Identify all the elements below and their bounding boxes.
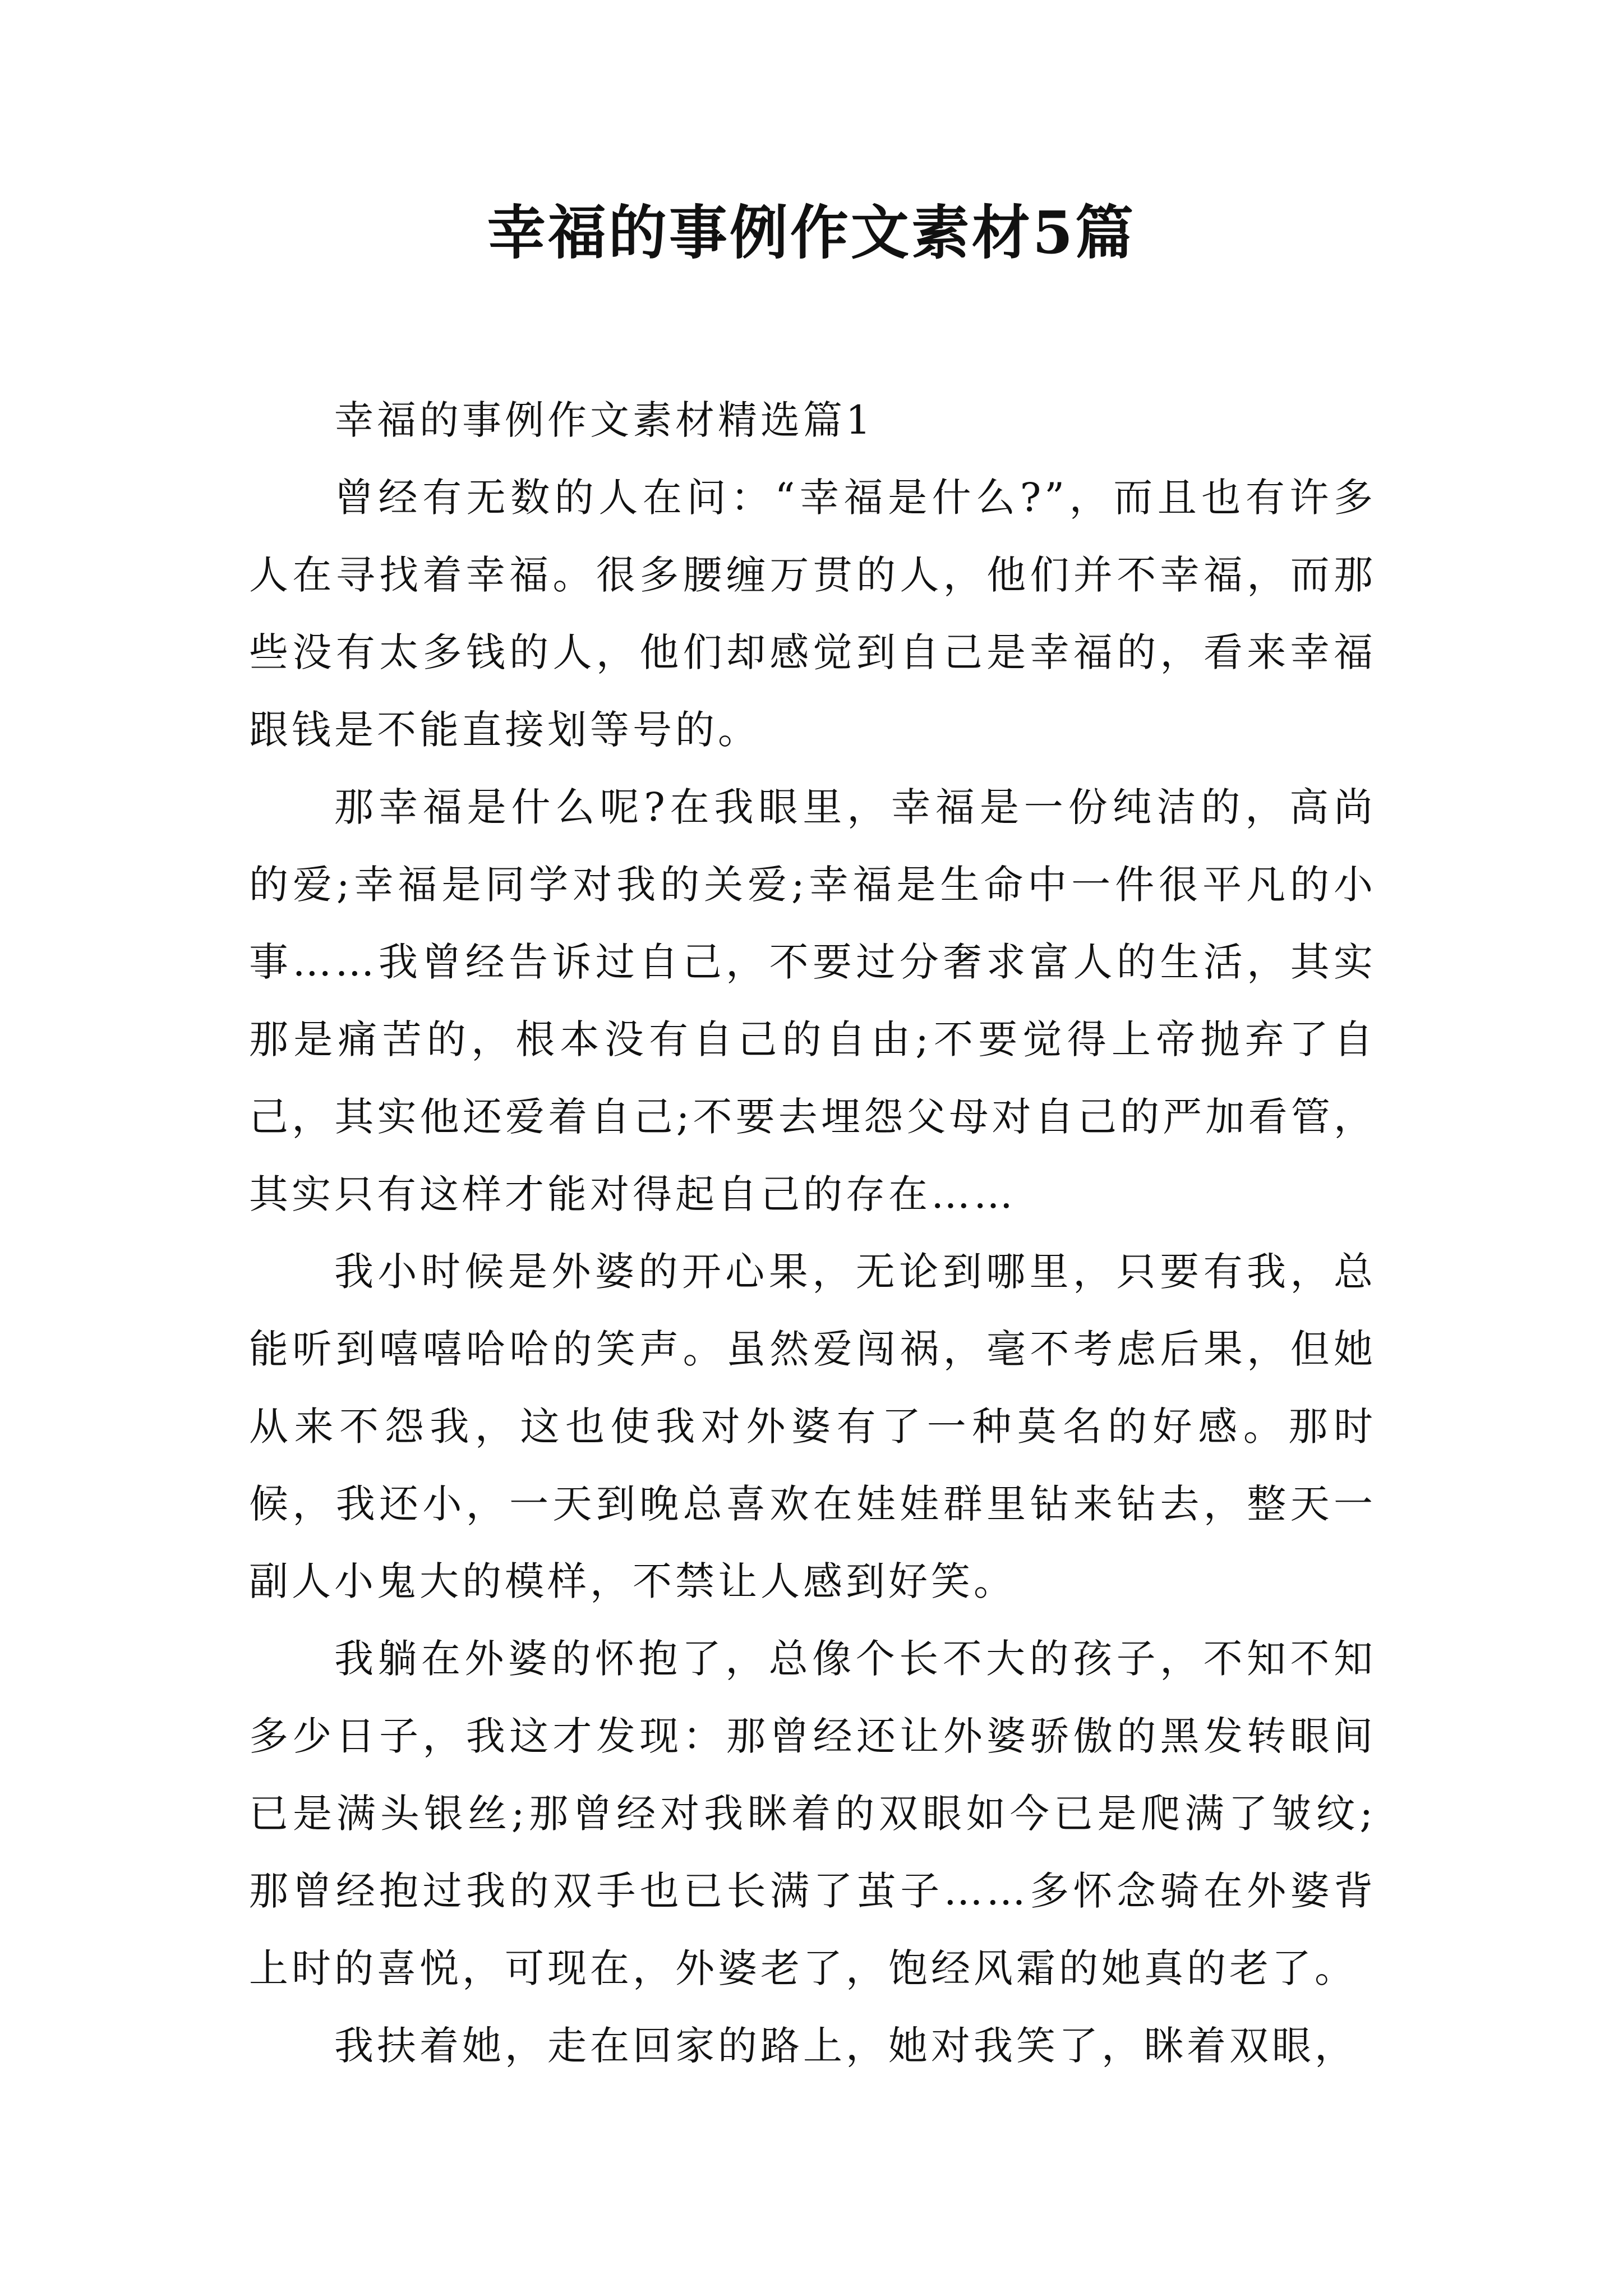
paragraph: 我小时候是外婆的开心果，无论到哪里，只要有我，总能听到嘻嘻哈哈的笑声。虽然爱闯祸，毫不考虑后果，但她从来不怨我，这也使我对外婆有了一种莫名的好感。那时候，我还小，一天到晚总喜欢在娃娃群里钻来钻去，整天一副人小鬼大的模样，不禁让人感到好笑。	[249, 1249, 1376, 1604]
paragraph: 我扶着她，走在回家的路上，她对我笑了，眯着双眼，	[334, 2023, 1357, 2069]
paragraph: 曾经有无数的人在问：“幸福是什么?”，而且也有许多人在寻找着幸福。很多腰缠万贯的人，他们并不幸福，而那些没有太多钱的人，他们却感觉到自己是幸福的，看来幸福跟钱是不能直接划等号的。	[249, 475, 1376, 753]
paragraph: 我躺在外婆的怀抱了，总像个长不大的孩子，不知不知多少日子，我这才发现：那曾经还让外婆骄傲的黑发转眼间已是满头银丝;那曾经对我眯着的双眼如今已是爬满了皱纹;那曾经抱过我的双手也已长满了茧子……多怀念骑在外婆背上时的喜悦，可现在，外婆老了，饱经风霜的她真的老了。	[249, 1636, 1376, 1991]
document-body	[249, 381, 1376, 2085]
document-title: 幸福的事例作文素材5篇	[487, 198, 1136, 267]
paragraph: 那幸福是什么呢?在我眼里，幸福是一份纯洁的，高尚的爱;幸福是同学对我的关爱;幸福是生命中一件很平凡的小事……我曾经告诉过自己，不要过分奢求富人的生活，其实那是痛苦的，根本没有自己的自由;不要觉得上帝抛弃了自己，其实他还爱着自己;不要去埋怨父母对自己的严加看管，其实只有这样才能对得起自己的存在……	[249, 784, 1376, 1217]
section-heading: 幸福的事例作文素材精选篇1	[334, 397, 874, 443]
